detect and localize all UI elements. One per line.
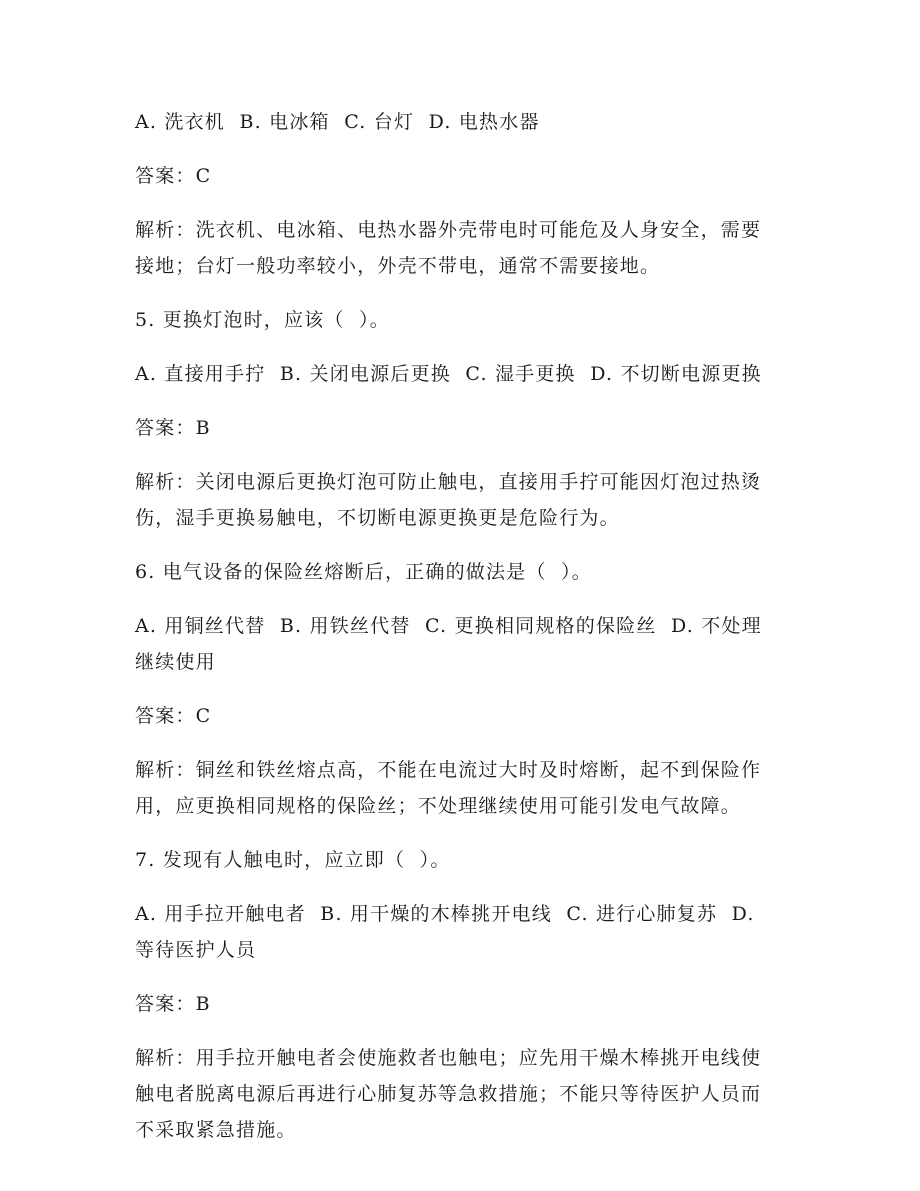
- q7-question: 7. 发现有人触电时，应立即（ ）。: [135, 849, 451, 871]
- q4-analysis: 解析：洗衣机、电冰箱、电热水器外壳带电时可能危及人身安全，需要接地；台灯一般功率较小，外壳不带电，通常不需要接地。: [135, 219, 762, 277]
- document-body: [135, 104, 775, 1166]
- q7-answer: 答案：B: [135, 993, 211, 1015]
- q6-question: 6. 电气设备的保险丝熔断后，正确的做法是（ ）。: [135, 561, 592, 583]
- q7-options: A. 用手拉开触电者 B. 用干燥的木棒挑开电线 C. 进行心肺复苏 D. 等待医护人员: [135, 903, 762, 961]
- q4-answer: 答案：C: [135, 165, 212, 187]
- q6-analysis: 解析：铜丝和铁丝熔点高，不能在电流过大时及时熔断，起不到保险作用，应更换相同规格的保险丝；不处理继续使用可能引发电气故障。: [135, 759, 762, 817]
- q5-analysis: 解析：关闭电源后更换灯泡可防止触电，直接用手拧可能因灯泡过热烫伤，湿手更换易触电，不切断电源更换更是危险行为。: [135, 471, 762, 529]
- q5-options: A. 直接用手拧 B. 关闭电源后更换 C. 湿手更换 D. 不切断电源更换: [135, 363, 762, 385]
- q5-answer: 答案：B: [135, 417, 211, 439]
- q7-analysis: 解析：用手拉开触电者会使施救者也触电；应先用干燥木棒挑开电线使触电者脱离电源后再进行心肺复苏等急救措施；不能只等待医护人员而不采取紧急措施。: [135, 1047, 762, 1141]
- q6-answer: 答案：C: [135, 705, 212, 727]
- q6-options: A. 用铜丝代替 B. 用铁丝代替 C. 更换相同规格的保险丝 D. 不处理继续使用: [135, 615, 762, 673]
- q5-question: 5. 更换灯泡时，应该（ ）。: [135, 309, 390, 331]
- q4-options: A. 洗衣机 B. 电冰箱 C. 台灯 D. 电热水器: [135, 111, 540, 133]
